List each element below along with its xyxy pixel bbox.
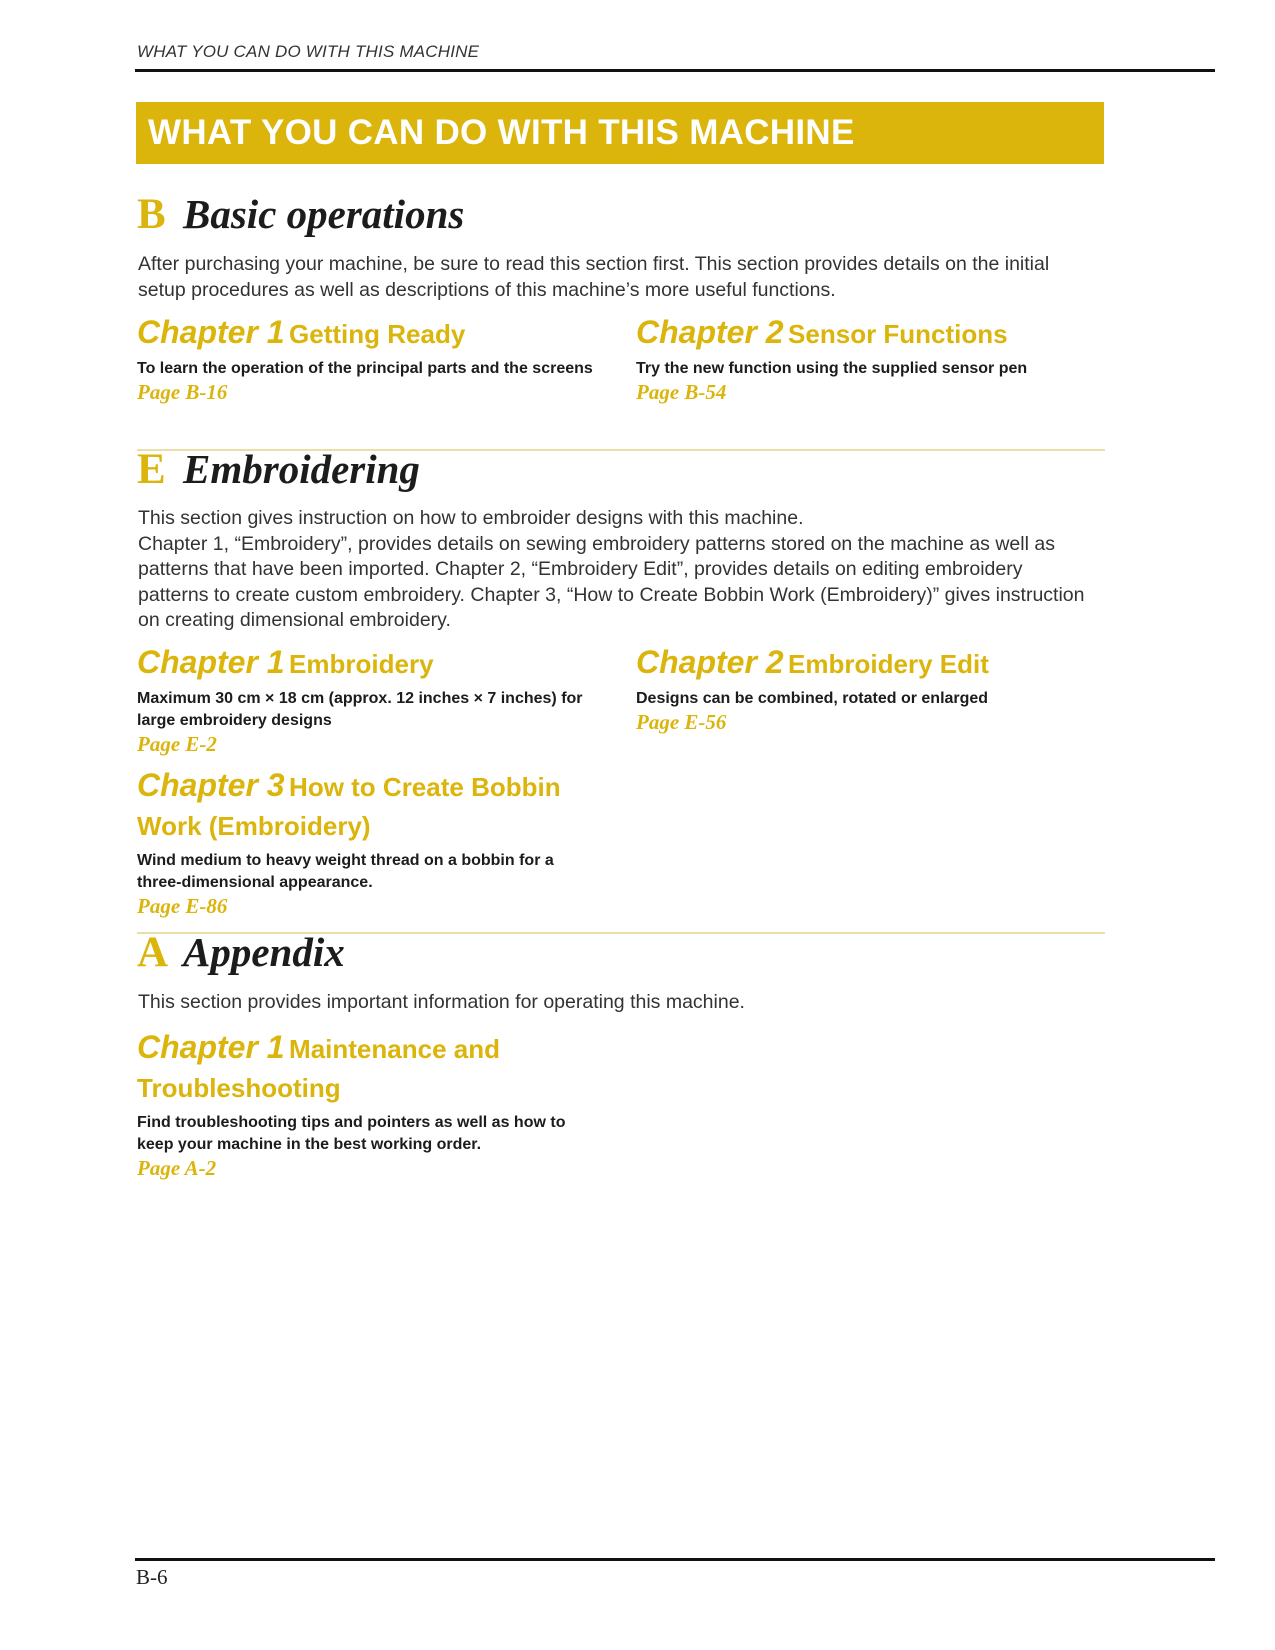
chapter-page-reference: Page E-56 xyxy=(636,710,727,734)
chapter-description: Designs can be combined, rotated or enlarged xyxy=(636,690,989,707)
chapter-number: Chapter 2 xyxy=(636,314,784,350)
intro-paragraph: This section gives instruction on how to embroider designs with this machine. xyxy=(138,507,804,529)
section-letter: B xyxy=(137,191,166,238)
page-number: B-6 xyxy=(136,1565,168,1589)
intro-paragraph: Chapter 1, “Embroidery”, provides details on sewing embroidery patterns stored on the machine as well as patterns that have been imported. Chapter 2, “Embroidery Edit”, provides details on editing embroidery patterns to create custom embroidery. Chapter 3, “How to Create Bobbin Work (Embroidery)” gives instruction on creating dimensional embroidery. xyxy=(138,532,1085,631)
chapter-block-embroidery xyxy=(137,645,597,757)
section-title: Basic operations xyxy=(183,191,465,237)
chapter-name: Sensor Functions xyxy=(788,319,1008,349)
section-intro xyxy=(138,990,1098,1016)
page-title-bar xyxy=(136,102,1104,164)
section-heading-basic-operations xyxy=(137,190,464,239)
running-header: WHAT YOU CAN DO WITH THIS MACHINE xyxy=(137,42,480,61)
footer-rule xyxy=(135,1558,1215,1561)
section-intro xyxy=(138,506,1098,634)
chapter-heading xyxy=(636,315,1096,356)
chapter-page-reference: Page A-2 xyxy=(137,1156,217,1180)
chapter-heading xyxy=(636,645,1096,686)
section-letter: E xyxy=(137,446,166,493)
section-heading-embroidering xyxy=(137,445,420,494)
intro-paragraph: This section provides important information for operating this machine. xyxy=(138,991,745,1013)
chapter-heading xyxy=(137,1030,597,1110)
section-title: Appendix xyxy=(183,929,345,975)
page-title: WHAT YOU CAN DO WITH THIS MACHINE xyxy=(148,113,855,152)
chapter-block-maintenance xyxy=(137,1030,597,1181)
chapter-number: Chapter 3 xyxy=(137,767,285,803)
chapter-block-embroidery-edit xyxy=(636,645,1096,735)
chapter-heading xyxy=(137,768,597,848)
chapter-number: Chapter 1 xyxy=(137,314,285,350)
chapter-name: Getting Ready xyxy=(289,319,466,349)
header-rule xyxy=(135,69,1215,72)
chapter-name: Embroidery Edit xyxy=(788,649,989,679)
section-heading-appendix xyxy=(137,928,345,977)
chapter-number: Chapter 1 xyxy=(137,644,285,680)
chapter-description: Wind medium to heavy weight thread on a bobbin for a three-dimensional appearance. xyxy=(137,852,554,891)
chapter-heading xyxy=(137,645,597,686)
intro-paragraph: After purchasing your machine, be sure to read this section first. This section provides details on the initial setup procedures as well as descriptions of this machine’s more useful functions. xyxy=(138,253,1050,301)
chapter-block-bobbin-work xyxy=(137,768,597,919)
chapter-number: Chapter 2 xyxy=(636,644,784,680)
chapter-number: Chapter 1 xyxy=(137,1029,285,1065)
chapter-description: Maximum 30 cm × 18 cm (approx. 12 inches × 7 inches) for large embroidery designs xyxy=(137,690,583,729)
section-intro xyxy=(138,252,1098,303)
chapter-name: Embroidery xyxy=(289,649,434,679)
chapter-heading xyxy=(137,315,597,356)
chapter-name: Maintenance and Troubleshooting xyxy=(137,1034,500,1103)
chapter-page-reference: Page E-86 xyxy=(137,894,228,918)
chapter-description: Find troubleshooting tips and pointers as well as how to keep your machine in the best working order. xyxy=(137,1114,566,1153)
chapter-description: Try the new function using the supplied sensor pen xyxy=(636,360,1028,377)
chapter-page-reference: Page E-2 xyxy=(137,732,217,756)
chapter-page-reference: Page B-16 xyxy=(137,380,228,404)
chapter-page-reference: Page B-54 xyxy=(636,380,727,404)
chapter-block-sensor-functions xyxy=(636,315,1096,405)
chapter-block-getting-ready xyxy=(137,315,597,405)
chapter-description: To learn the operation of the principal parts and the screens xyxy=(137,360,593,377)
section-title: Embroidering xyxy=(183,446,420,492)
section-letter: A xyxy=(137,929,169,976)
chapter-name: How to Create Bobbin Work (Embroidery) xyxy=(137,772,561,841)
